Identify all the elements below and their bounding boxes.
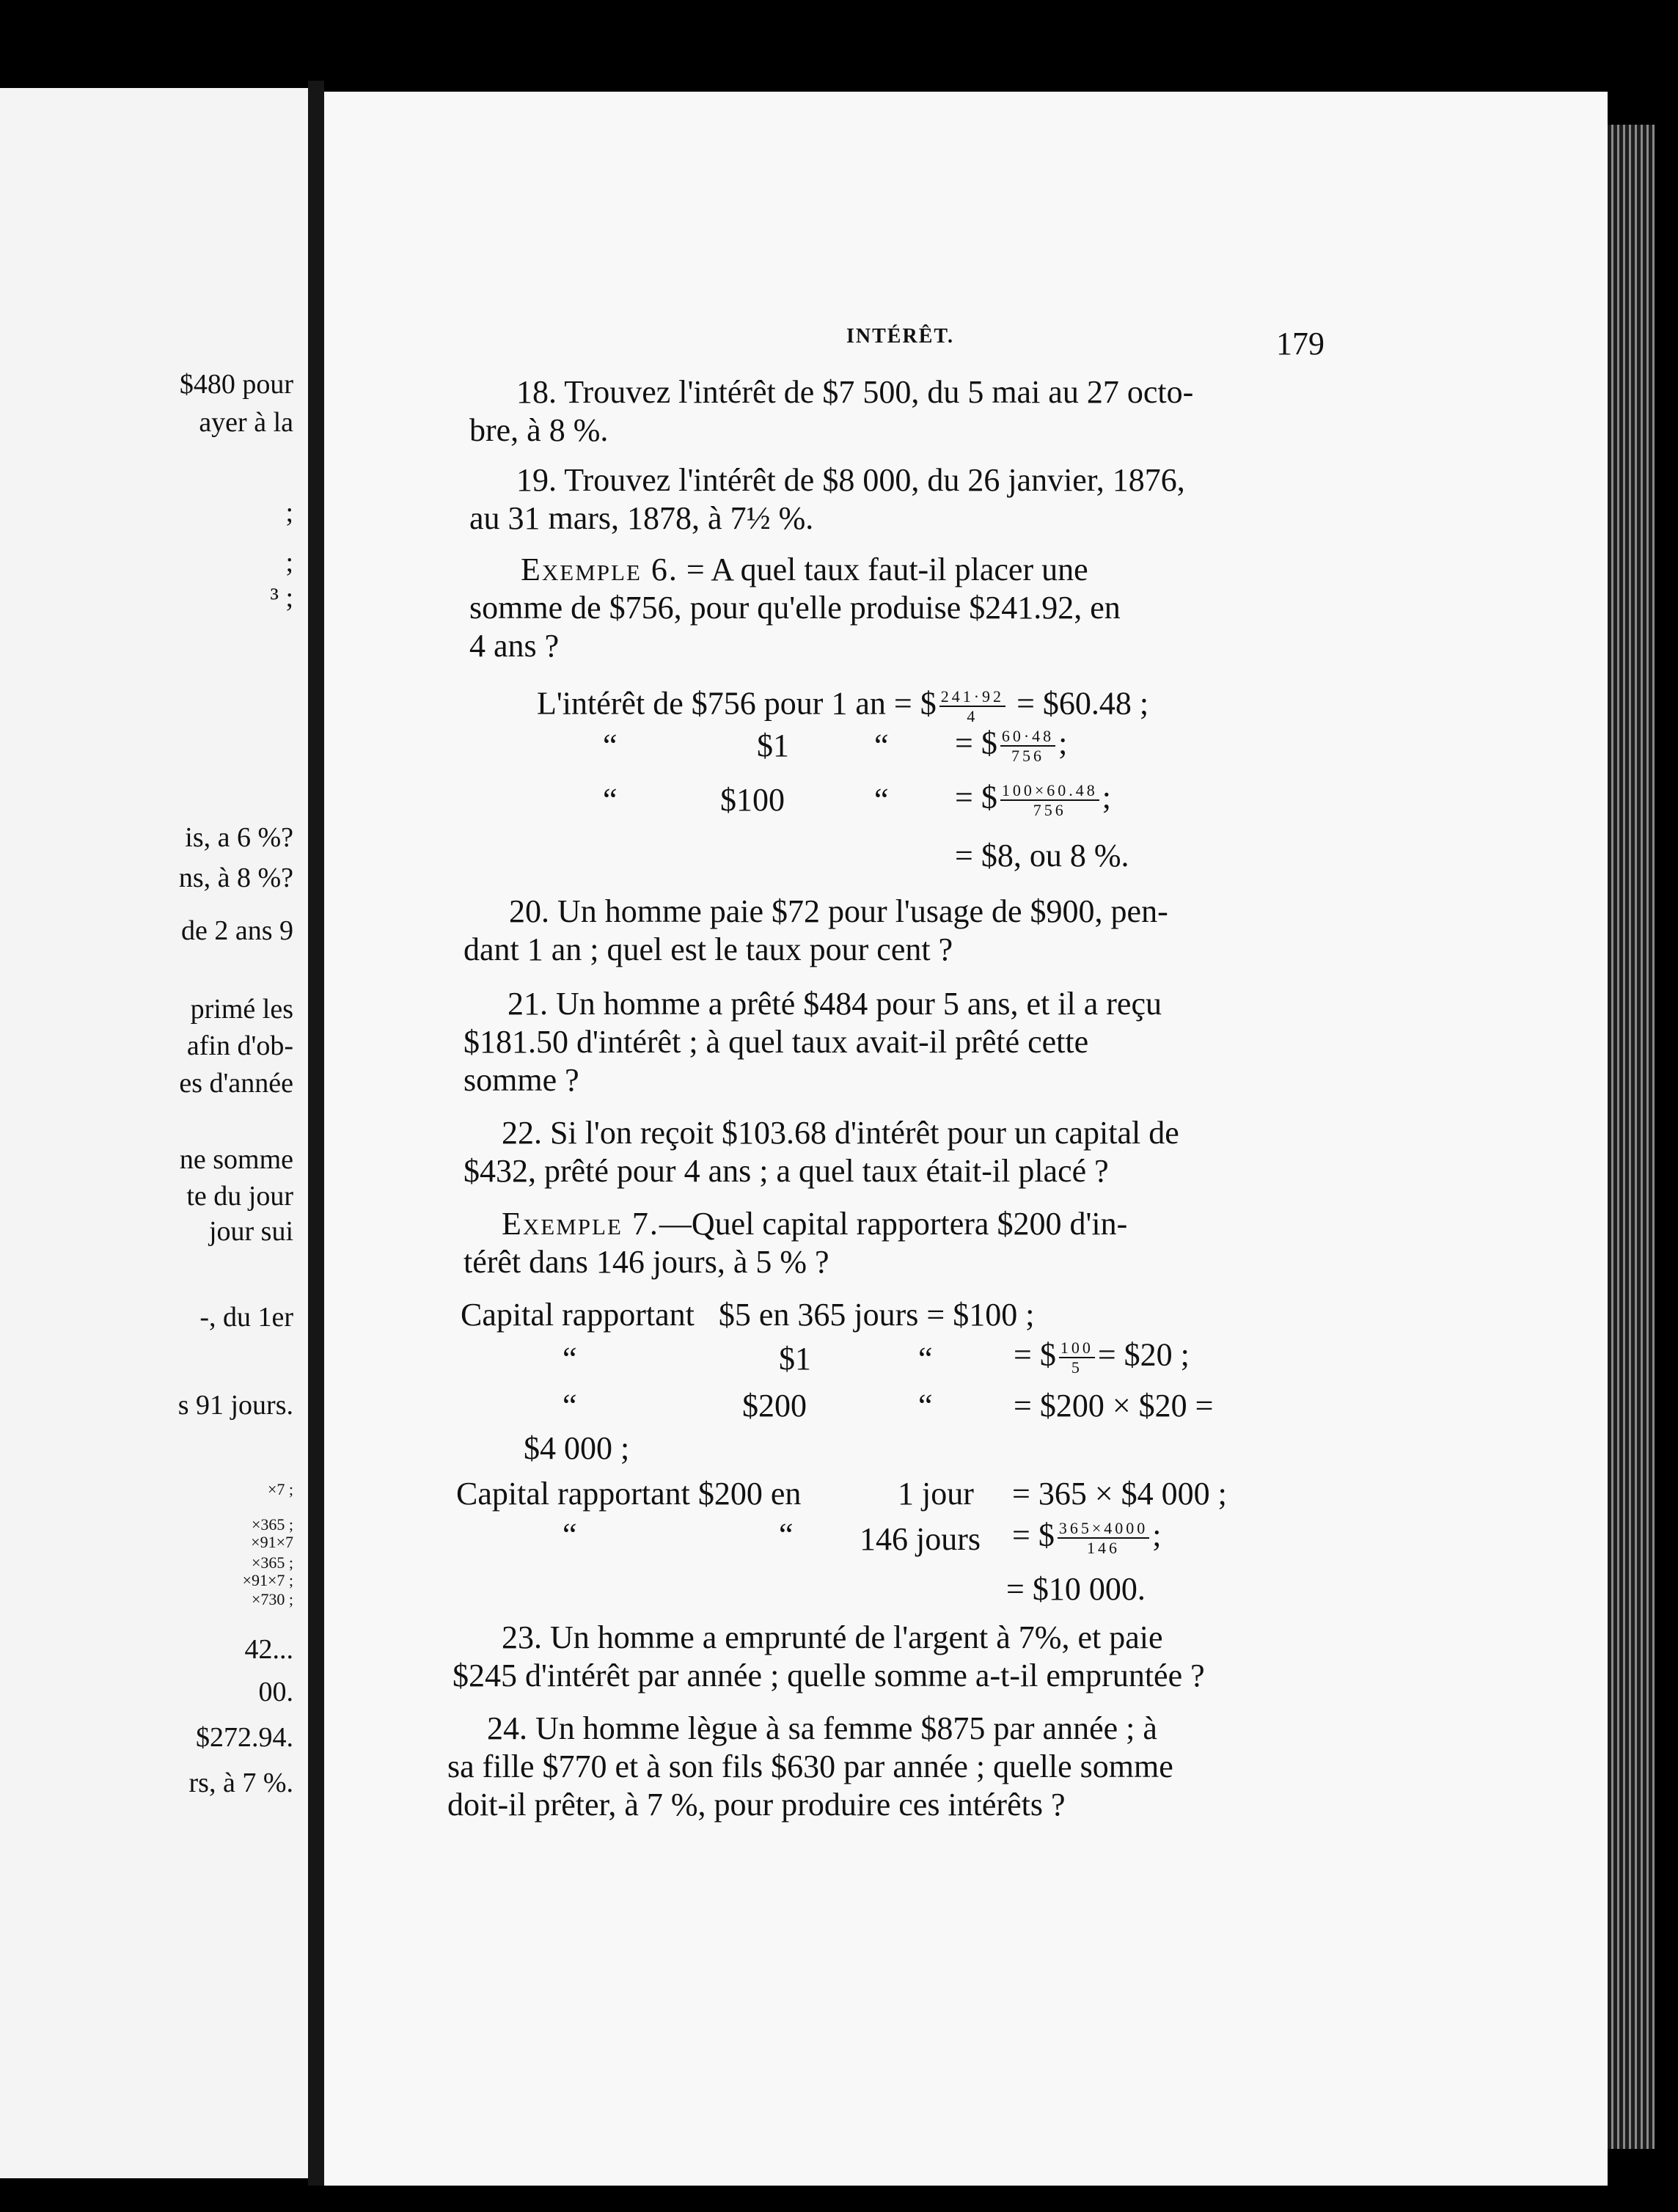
fraction (939, 687, 1005, 726)
work-result: = $60.48 ; (1016, 685, 1149, 722)
problem-22-line-1: 22. Si l'on reçoit $103.68 d'intérêt pour un capital de (502, 1115, 1179, 1151)
fraction-numerator: 365×4000 (1058, 1519, 1149, 1539)
ditto-mark: “ (874, 782, 889, 818)
left-page-fragment: ; (285, 497, 293, 528)
left-page-fragment: de 2 ans 9 (180, 915, 293, 946)
fraction (1058, 1519, 1149, 1558)
work-amount: $1 (779, 1341, 811, 1377)
problem-20-line-2: dant 1 an ; quel est le taux pour cent ? (464, 931, 953, 967)
example-7-work-row: 146 jours (860, 1521, 981, 1557)
problem-23-line-1: 23. Un homme a emprunté de l'argent à 7%, et paie (502, 1619, 1163, 1655)
work-result: ; (1058, 725, 1068, 761)
example-7-work-row: 1 jour (898, 1476, 974, 1512)
fraction-numerator: 100 (1059, 1338, 1095, 1358)
fraction (1000, 781, 1099, 820)
ditto-mark: “ (603, 728, 618, 763)
example-7-label: Exemple 7. (502, 1206, 659, 1242)
problem-24-line-1: 24. Un homme lègue à sa femme $875 par année ; à (487, 1710, 1157, 1746)
work-equals: = $ (893, 685, 937, 722)
work-result: ; (1152, 1517, 1162, 1553)
book-gutter (308, 81, 324, 2186)
left-page-fragment: ×730 ; (251, 1590, 293, 1608)
example-7-text: —Quel capital rapportera $200 d'in- (659, 1206, 1128, 1242)
ditto-mark: “ (563, 1341, 577, 1377)
fraction (1059, 1338, 1095, 1377)
left-page-fragment: ×365 ; (251, 1553, 293, 1572)
example-6-line-2: somme de $756, pour qu'elle produise $241.92, en (469, 590, 1121, 626)
example-6-result: = $8, ou 8 %. (955, 838, 1129, 874)
example-7-line-2: térêt dans 146 jours, à 5 % ? (464, 1244, 829, 1280)
example-7-work-row (1014, 1338, 1190, 1377)
problem-24-line-2: sa fille $770 et à son fils $630 par année ; quelle somme (447, 1748, 1173, 1784)
example-6-line-3: 4 ans ? (469, 628, 560, 664)
example-7-work-row: = $10 000. (1006, 1571, 1146, 1607)
work-equals: = $ (955, 779, 997, 816)
ditto-mark: “ (603, 782, 618, 818)
example-7-work-row: = $200 × $20 = (1014, 1388, 1214, 1424)
example-7-work-row: Capital rapportant $200 en (456, 1476, 802, 1512)
left-page-fragment: is, a 6 %? (185, 822, 293, 853)
page-edge (1608, 125, 1655, 2149)
work-equals: = $ (1014, 1336, 1056, 1373)
problem-23-line-2: $245 d'intérêt par année ; quelle somme a-t-il empruntée ? (453, 1658, 1205, 1693)
left-page-fragment: rs, à 7 %. (188, 1768, 293, 1798)
left-page-fragment: es d'année (179, 1068, 293, 1099)
problem-24-line-3: doit-il prêter, à 7 %, pour produire ces intérêts ? (447, 1787, 1066, 1823)
work-amount: $200 (742, 1388, 807, 1424)
left-page-fragment: primé les (190, 994, 293, 1025)
fraction (1000, 727, 1055, 766)
fraction-numerator: 60·48 (1000, 727, 1055, 747)
example-6-line-1 (521, 554, 1088, 586)
example-7-work-row: = 365 × $4 000 ; (1012, 1476, 1227, 1512)
left-page-fragment: $480 pour (179, 369, 293, 400)
example-6-work-row (537, 687, 1148, 726)
problem-21-line-3: somme ? (464, 1062, 579, 1098)
example-7-line-1 (502, 1208, 1127, 1240)
left-page-fragment: ×7 ; (267, 1480, 293, 1498)
ditto-mark: “ (918, 1341, 933, 1377)
work-text: L'intérêt de $756 pour 1 an (537, 685, 886, 722)
work-result: = $20 ; (1097, 1336, 1190, 1373)
left-page-fragment: ayer à la (199, 407, 293, 438)
right-page (324, 92, 1608, 2186)
example-6-text: = A quel taux faut-il placer une (686, 552, 1088, 587)
left-page-fragment: $272.94. (196, 1722, 293, 1753)
ditto-mark: “ (779, 1517, 794, 1553)
left-page-fragment: jour sui (208, 1216, 293, 1247)
fraction-denominator: 5 (1071, 1358, 1082, 1377)
problem-21-line-1: 21. Un homme a prêté $484 pour 5 ans, et il a reçu (508, 986, 1162, 1022)
left-page-fragment: ns, à 8 %? (178, 863, 293, 893)
left-page-fragment: 42... (244, 1634, 293, 1665)
fraction-denominator: 756 (1033, 801, 1066, 820)
problem-18-line-1: 18. Trouvez l'intérêt de $7 500, du 5 mai au 27 octo- (516, 374, 1194, 410)
left-page-fragment: ×91×7 (251, 1533, 293, 1551)
example-6-work-row (955, 727, 1067, 766)
work-equals: = $ (955, 725, 997, 761)
ditto-mark: “ (563, 1388, 577, 1424)
problem-18-line-2: bre, à 8 %. (469, 412, 609, 448)
fraction-denominator: 146 (1087, 1539, 1121, 1558)
page-number: 179 (1276, 326, 1325, 362)
problem-19-line-1: 19. Trouvez l'intérêt de $8 000, du 26 janvier, 1876, (516, 462, 1185, 498)
left-page-fragment: 00. (258, 1677, 293, 1707)
ditto-mark: “ (874, 728, 889, 763)
ditto-mark: “ (918, 1388, 933, 1424)
problem-20-line-1: 20. Un homme paie $72 pour l'usage de $900, pen- (509, 893, 1168, 929)
work-result: ; (1102, 779, 1111, 816)
work-equals: = $ (1012, 1517, 1055, 1553)
left-page-fragment: ne somme (179, 1144, 293, 1175)
left-page-fragment: -, du 1er (199, 1302, 293, 1333)
running-header: INTÉRÊT. (846, 325, 954, 348)
left-page-fragment: afin d'ob- (186, 1030, 293, 1061)
fraction-denominator: 4 (967, 707, 978, 726)
left-page-fragment: ³ ; (270, 582, 293, 613)
left-page-fragment: ×91×7 ; (242, 1571, 293, 1589)
problem-22-line-2: $432, prêté pour 4 ans ; a quel taux était-il placé ? (464, 1153, 1109, 1189)
fraction-numerator: 241·92 (939, 687, 1005, 707)
left-page-fragment: te du jour (186, 1181, 293, 1212)
fraction-numerator: 100×60.48 (1000, 781, 1099, 801)
example-7-work-row: $4 000 ; (524, 1430, 630, 1466)
example-7-work-row (1012, 1519, 1161, 1558)
work-amount: $1 (757, 728, 789, 763)
left-page-fragment: ; (285, 547, 293, 578)
problem-21-line-2: $181.50 d'intérêt ; à quel taux avait-il prêté cette (464, 1024, 1089, 1060)
fraction-denominator: 756 (1011, 747, 1044, 766)
ditto-mark: “ (563, 1517, 577, 1553)
work-amount: $100 (720, 782, 785, 818)
left-page-fragment: s 91 jours. (177, 1390, 293, 1421)
problem-19-line-2: au 31 mars, 1878, à 7½ %. (469, 500, 814, 536)
left-page-fragment: ×365 ; (251, 1515, 293, 1534)
example-6-label: Exemple 6. (521, 552, 678, 587)
example-6-work-row (955, 781, 1111, 820)
left-facing-page (0, 88, 308, 2178)
example-7-work-row: Capital rapportant $5 en 365 jours = $100 ; (461, 1297, 1035, 1333)
